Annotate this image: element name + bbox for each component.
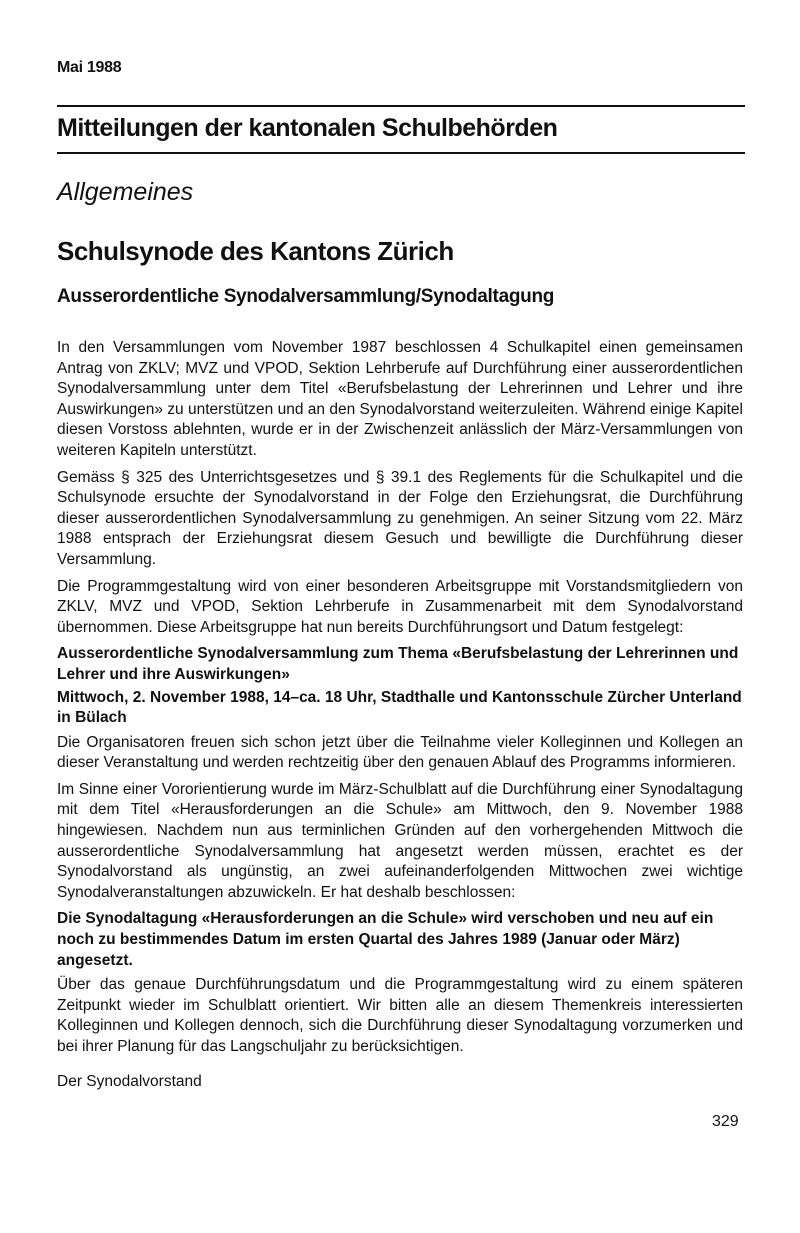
event-details: Mittwoch, 2. November 1988, 14–ca. 18 Uhr, Stadthalle und Kantonsschule Zürcher Unterland in Bülach: [57, 688, 742, 727]
paragraph: Gemäss § 325 des Unterrichtsgesetzes und § 39.1 des Reglements für die Schulkapitel und die Schulsynode ersuchte der Synodalvorstand in der Folge den Erziehungsrat, die Durchführung dieser ausserordentlichen Synodalversammlung zu genehmigen. An seiner Sitzung vom 22. März 1988 entsprach der Erziehungsrat diesem Gesuch und bewilligte die Durchführung dieser Versammlung.: [57, 468, 743, 568]
article-body: [57, 338, 743, 1098]
article-title: Schulsynode des Kantons Zürich: [57, 236, 454, 266]
category-heading: Allgemeines: [57, 178, 194, 206]
paragraph: Im Sinne einer Vororientierung wurde im März-Schulblatt auf die Durchführung einer Synodaltagung mit dem Titel «Herausforderungen an die Schule» am Mittwoch, den 9. November 1988 hingewiesen. Nachdem nun aus terminlichen Gründen auf den vorhergehenden Mittwoch die ausserordentliche Synodalversammlung hat angesetzt werden müssen, erachtet es der Synodalvorstand als ungünstig, an zwei aufeinanderfolgenden Mittwochen zwei wichtige Synodalveranstaltungen abzuwickeln. Er hat deshalb beschlossen:: [57, 780, 743, 901]
paragraph: Die Organisatoren freuen sich schon jetzt über die Teilnahme vieler Kolleginnen und Kollegen an dieser Veranstaltung und werden rechtzeitig über den genauen Ablauf des Programms informieren.: [57, 733, 743, 772]
paragraph: In den Versammlungen vom November 1987 beschlossen 4 Schulkapitel einen gemeinsamen Antrag von ZKLV; MVZ und VPOD, Sektion Lehrberufe auf Durchführung einer ausserordentlichen Synodalversammlung unter dem Titel «Berufsbelastung der Lehrerinnen und Lehrer und ihre Auswirkungen» zu unterstützen und an den Synodalvorstand weiterzuleiten. Während einige Kapitel diesen Vorstoss ablehnten, wurde er in der Zwischenzeit anlässlich der März-Versammlungen von weiteren Kapiteln unterstützt.: [57, 339, 743, 459]
issue-date: Mai 1988: [57, 59, 122, 76]
section-title: Mitteilungen der kantonalen Schulbehörden: [57, 114, 558, 142]
article-subtitle: Ausserordentliche Synodalversammlung/Synodaltagung: [57, 286, 555, 307]
paragraph: Über das genaue Durchführungsdatum und die Programmgestaltung wird zu einem späteren Zeitpunkt wieder im Schulblatt orientiert. Wir bitten alle an diesem Themenkreis interessierten Kolleginnen und Kollegen dennoch, sich die Durchführung dieser Synodaltagung vorzumerken und bei ihrer Planung für das Langschuljahr zu berücksichtigen.: [57, 976, 743, 1055]
paragraph: Die Programmgestaltung wird von einer besonderen Arbeitsgruppe mit Vorstandsmitgliedern von ZKLV, MVZ und VPOD, Sektion Lehrberufe in Zusammenarbeit mit dem Synodalvorstand übernommen. Diese Arbeitsgruppe hat nun bereits Durchführungsort und Datum festgelegt:: [57, 577, 743, 636]
postponement-notice: Die Synodaltagung «Herausforderungen an die Schule» wird verschoben und neu auf ein noch zu bestimmendes Datum im ersten Quartal des Jahres 1989 (Januar oder März) angesetzt.: [57, 910, 714, 969]
signature: Der Synodalvorstand: [57, 1072, 202, 1090]
header-rule-top: [57, 105, 745, 107]
page-number: 329: [712, 1113, 739, 1130]
event-title: Ausserordentliche Synodalversammlung zum Thema «Berufsbelastung der Lehrerinnen und Lehrer und ihre Auswirkungen»: [57, 645, 739, 683]
header-rule-bottom: [57, 152, 745, 154]
